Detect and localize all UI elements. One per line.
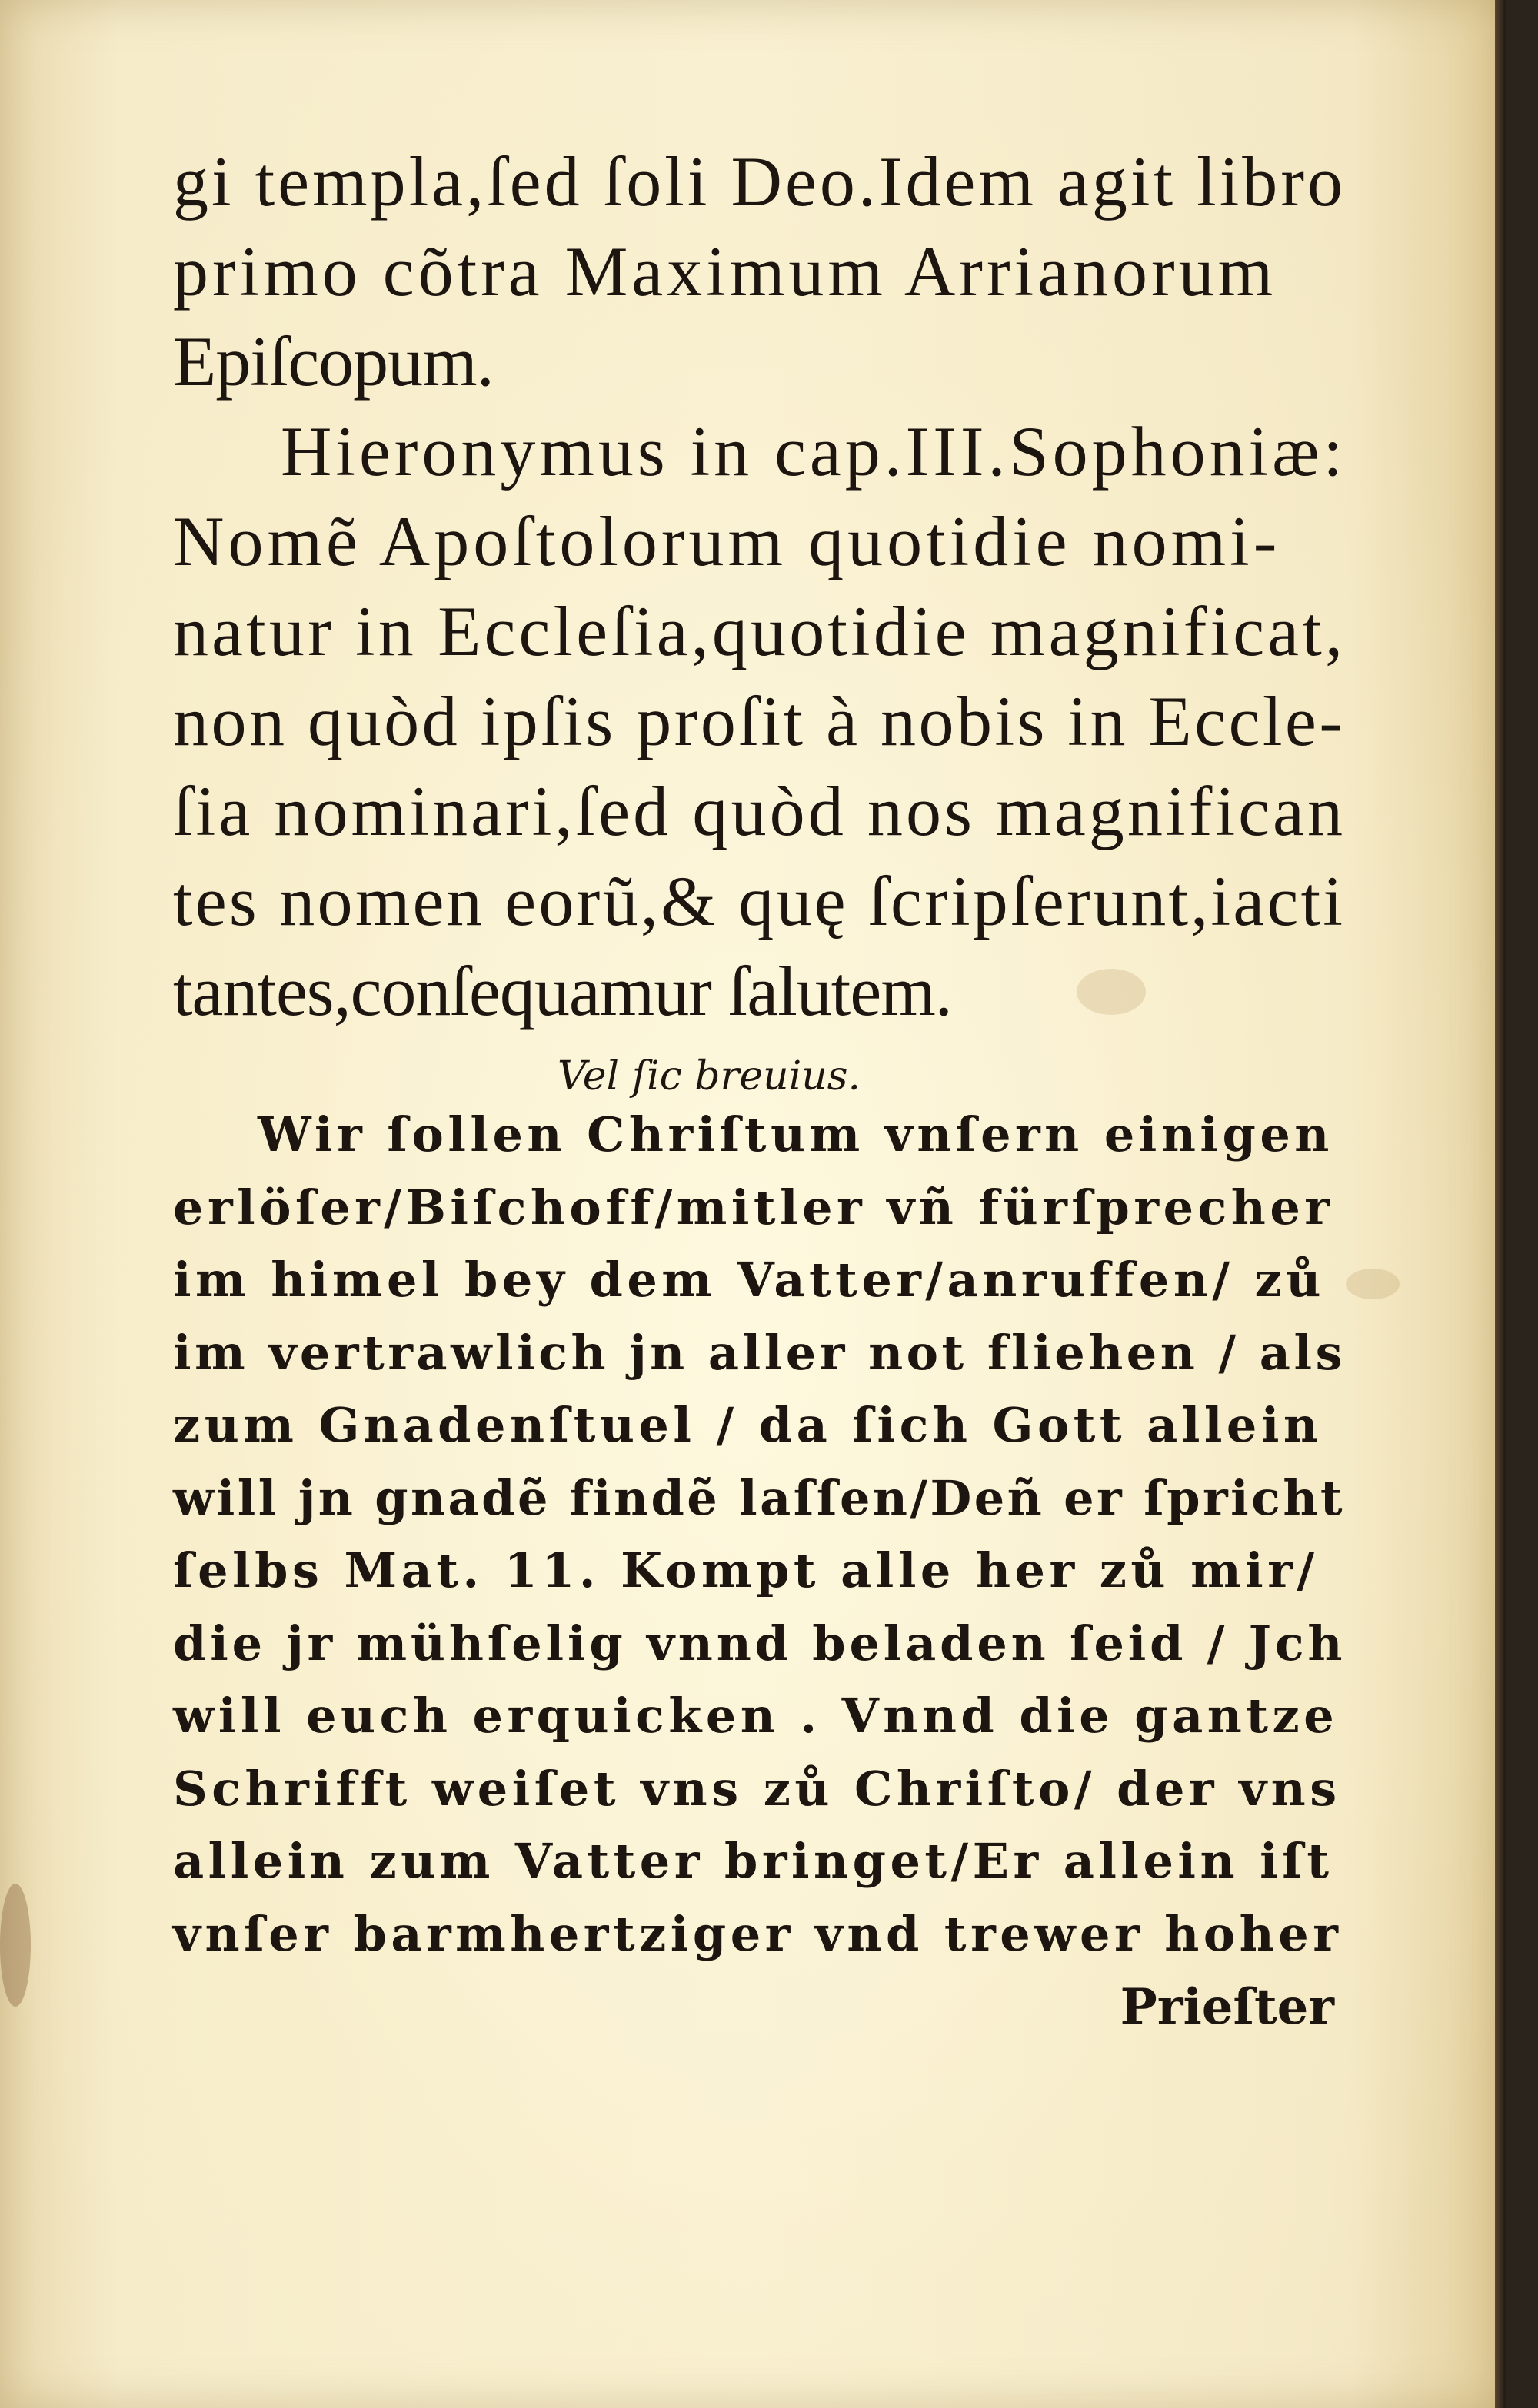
- latin-line: ſia nominari,ſed quòd nos magnifican: [173, 772, 1347, 850]
- german-line: Wir ſollen Chriſtum vnſern einigen: [258, 1106, 1333, 1162]
- german-line: im himel bey dem Vatter/anruffen/ zů: [173, 1252, 1325, 1308]
- german-line: vnſer barmhertziger vnd trewer hoher: [173, 1905, 1343, 1962]
- latin-line: Nomẽ Apoſtolorum quotidie nomi-: [173, 502, 1281, 580]
- german-line: zum Gnadenſtuel / da ſich Gott allein: [173, 1397, 1323, 1453]
- german-line: im vertrawlich jn aller not fliehen / als: [173, 1324, 1347, 1381]
- german-line: Schrifft weiſet vns zů Chriſto/ der vns: [173, 1760, 1341, 1817]
- text-block: [173, 142, 1347, 2055]
- latin-line: natur in Eccleſia,quotidie magnificat,: [173, 592, 1347, 670]
- latin-line: tes nomen eorũ,& quę ſcripſerunt,iacti: [173, 862, 1346, 940]
- german-line: die jr mühſelig vnnd beladen ſeid / Jch: [173, 1615, 1347, 1671]
- german-line: will jn gnadẽ findẽ laſſen/Deñ er ſpricht: [173, 1469, 1345, 1526]
- german-line: will euch erquicken . Vnnd die gantze: [173, 1688, 1339, 1744]
- latin-line: Hieronymus in cap.III.Sophoniæ:: [281, 412, 1347, 491]
- latin-line: primo cõtra Maximum Arrianorum: [173, 232, 1277, 311]
- catchword: Prieſter: [1120, 1978, 1334, 2036]
- latin-line: tantes,conſequamur ſalutem.: [173, 952, 952, 1030]
- latin-line: gi templa,ſed ſoli Deo.Idem agit libro: [173, 142, 1347, 221]
- german-line: erlöſer/Biſchoff/mitler vñ fürſprecher: [173, 1179, 1334, 1236]
- latin-line: Epiſcopum.: [173, 322, 494, 401]
- foxing-stain: [1346, 1269, 1400, 1299]
- german-line: ſelbs Mat. 11. Kompt alle her zů mir/: [173, 1542, 1319, 1598]
- german-line: allein zum Vatter bringet/Er allein iſt: [173, 1833, 1333, 1889]
- latin-line: non quòd ipſis proſit à nobis in Eccle-: [173, 682, 1346, 760]
- edge-stain: [0, 1884, 31, 2007]
- section-caption: Vel ſic breuius.: [558, 1053, 861, 1099]
